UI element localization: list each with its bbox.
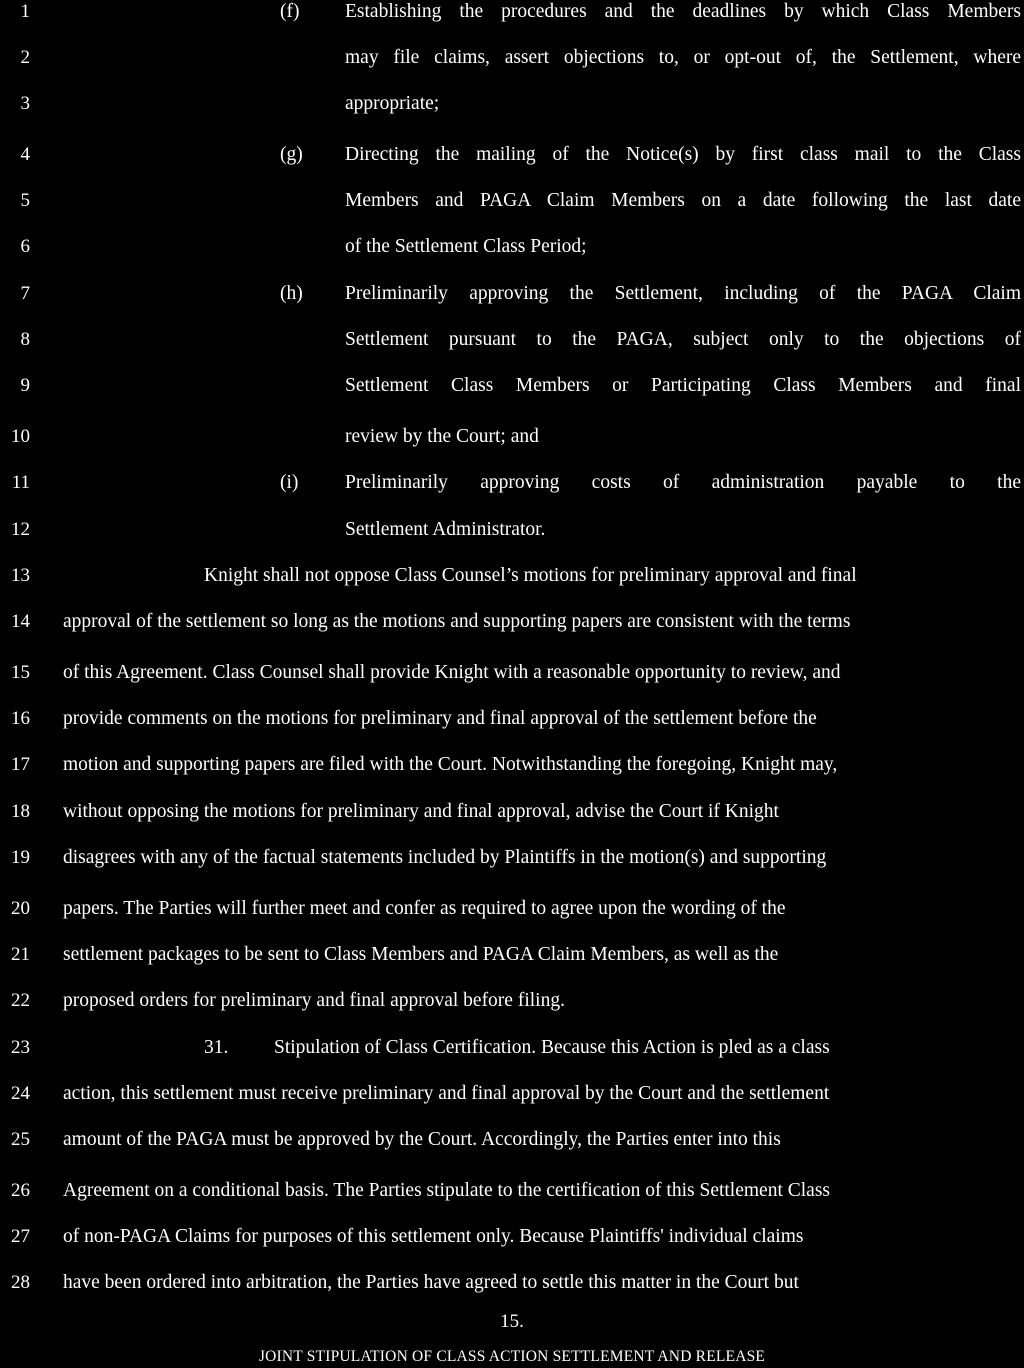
line-number: 20 — [11, 898, 30, 919]
line-number: 18 — [11, 801, 30, 822]
line-number: 10 — [11, 426, 30, 447]
line-number: 25 — [11, 1129, 30, 1150]
text-line: papers. The Parties will further meet and confer as required to agree upon the wording of the — [63, 898, 786, 919]
line-number: 28 — [11, 1272, 30, 1293]
text-line: review by the Court; and — [345, 426, 539, 447]
line-number: 15 — [11, 662, 30, 683]
text-line: Establishing the procedures and the deadlines by which Class Members — [345, 1, 1021, 22]
text-line: Stipulation of Class Certification. Because this Action is pled as a class — [274, 1037, 830, 1058]
text-line: action, this settlement must receive preliminary and final approval by the Court and the settlement — [63, 1083, 830, 1104]
line-number: 22 — [11, 990, 30, 1011]
text-line: Directing the mailing of the Notice(s) by first class mail to the Class — [345, 144, 1021, 165]
line-number: 14 — [11, 611, 30, 632]
text-line: amount of the PAGA must be approved by the Court. Accordingly, the Parties enter into this — [63, 1129, 781, 1150]
text-line: Settlement pursuant to the PAGA, subject only to the objections of — [345, 329, 1021, 350]
line-number: 12 — [11, 519, 30, 540]
page-number: 15. — [500, 1311, 524, 1332]
list-marker-i: (i) — [280, 472, 299, 493]
text-line: may file claims, assert objections to, or opt-out of, the Settlement, where — [345, 47, 1021, 68]
line-number: 5 — [20, 190, 30, 211]
footer-title: JOINT STIPULATION OF CLASS ACTION SETTLEMENT AND RELEASE — [258, 1348, 766, 1365]
line-number: 27 — [11, 1226, 30, 1247]
list-marker-h: (h) — [280, 283, 303, 304]
text-line: provide comments on the motions for preliminary and final approval of the settlement before the — [63, 708, 817, 729]
text-line: Knight shall not oppose Class Counsel’s motions for preliminary approval and final — [204, 565, 857, 586]
text-line: Preliminarily approving costs of administration payable to the — [345, 472, 1021, 493]
text-line: proposed orders for preliminary and final approval before filing. — [63, 990, 565, 1011]
line-number: 8 — [20, 329, 30, 350]
line-number: 3 — [20, 93, 30, 114]
line-number: 24 — [11, 1083, 30, 1104]
text-line: disagrees with any of the factual statements included by Plaintiffs in the motion(s) and supporting — [63, 847, 827, 868]
text-line: approval of the settlement so long as the motions and supporting papers are consistent with the terms — [63, 611, 851, 632]
line-number: 13 — [11, 565, 30, 586]
line-number: 19 — [11, 847, 30, 868]
line-number: 21 — [11, 944, 30, 965]
text-line: Settlement Class Members or Participating Class Members and final — [345, 375, 1021, 396]
section-number: 31. — [204, 1037, 229, 1058]
line-number: 17 — [11, 754, 30, 775]
text-line: Settlement Administrator. — [345, 519, 546, 540]
text-line: appropriate; — [345, 93, 440, 114]
list-marker-g: (g) — [280, 144, 303, 165]
line-number: 6 — [20, 236, 30, 257]
text-line: Members and PAGA Claim Members on a date following the last date — [345, 190, 1021, 211]
line-number: 2 — [20, 47, 30, 68]
text-line: without opposing the motions for preliminary and final approval, advise the Court if Knight — [63, 801, 779, 822]
line-number: 1 — [20, 1, 30, 22]
text-line: motion and supporting papers are filed with the Court. Notwithstanding the foregoing, Knight may, — [63, 754, 838, 775]
text-line: have been ordered into arbitration, the Parties have agreed to settle this matter in the Court but — [63, 1272, 799, 1293]
list-marker-f: (f) — [280, 1, 300, 22]
text-line: of non-PAGA Claims for purposes of this settlement only. Because Plaintiffs' individual claims — [63, 1226, 804, 1247]
text-line: Agreement on a conditional basis. The Parties stipulate to the certification of this Settlement Class — [63, 1180, 831, 1201]
line-number: 7 — [20, 283, 30, 304]
text-line: Preliminarily approving the Settlement, including of the PAGA Claim — [345, 283, 1021, 304]
line-number: 16 — [11, 708, 30, 729]
line-number: 4 — [20, 144, 30, 165]
text-line: settlement packages to be sent to Class Members and PAGA Claim Members, as well as the — [63, 944, 779, 965]
line-number: 11 — [11, 472, 30, 493]
line-number: 26 — [11, 1180, 30, 1201]
line-number: 23 — [11, 1037, 30, 1058]
text-line: of the Settlement Class Period; — [345, 236, 587, 257]
line-number: 9 — [20, 375, 30, 396]
text-line: of this Agreement. Class Counsel shall provide Knight with a reasonable opportunity to review, and — [63, 662, 841, 683]
